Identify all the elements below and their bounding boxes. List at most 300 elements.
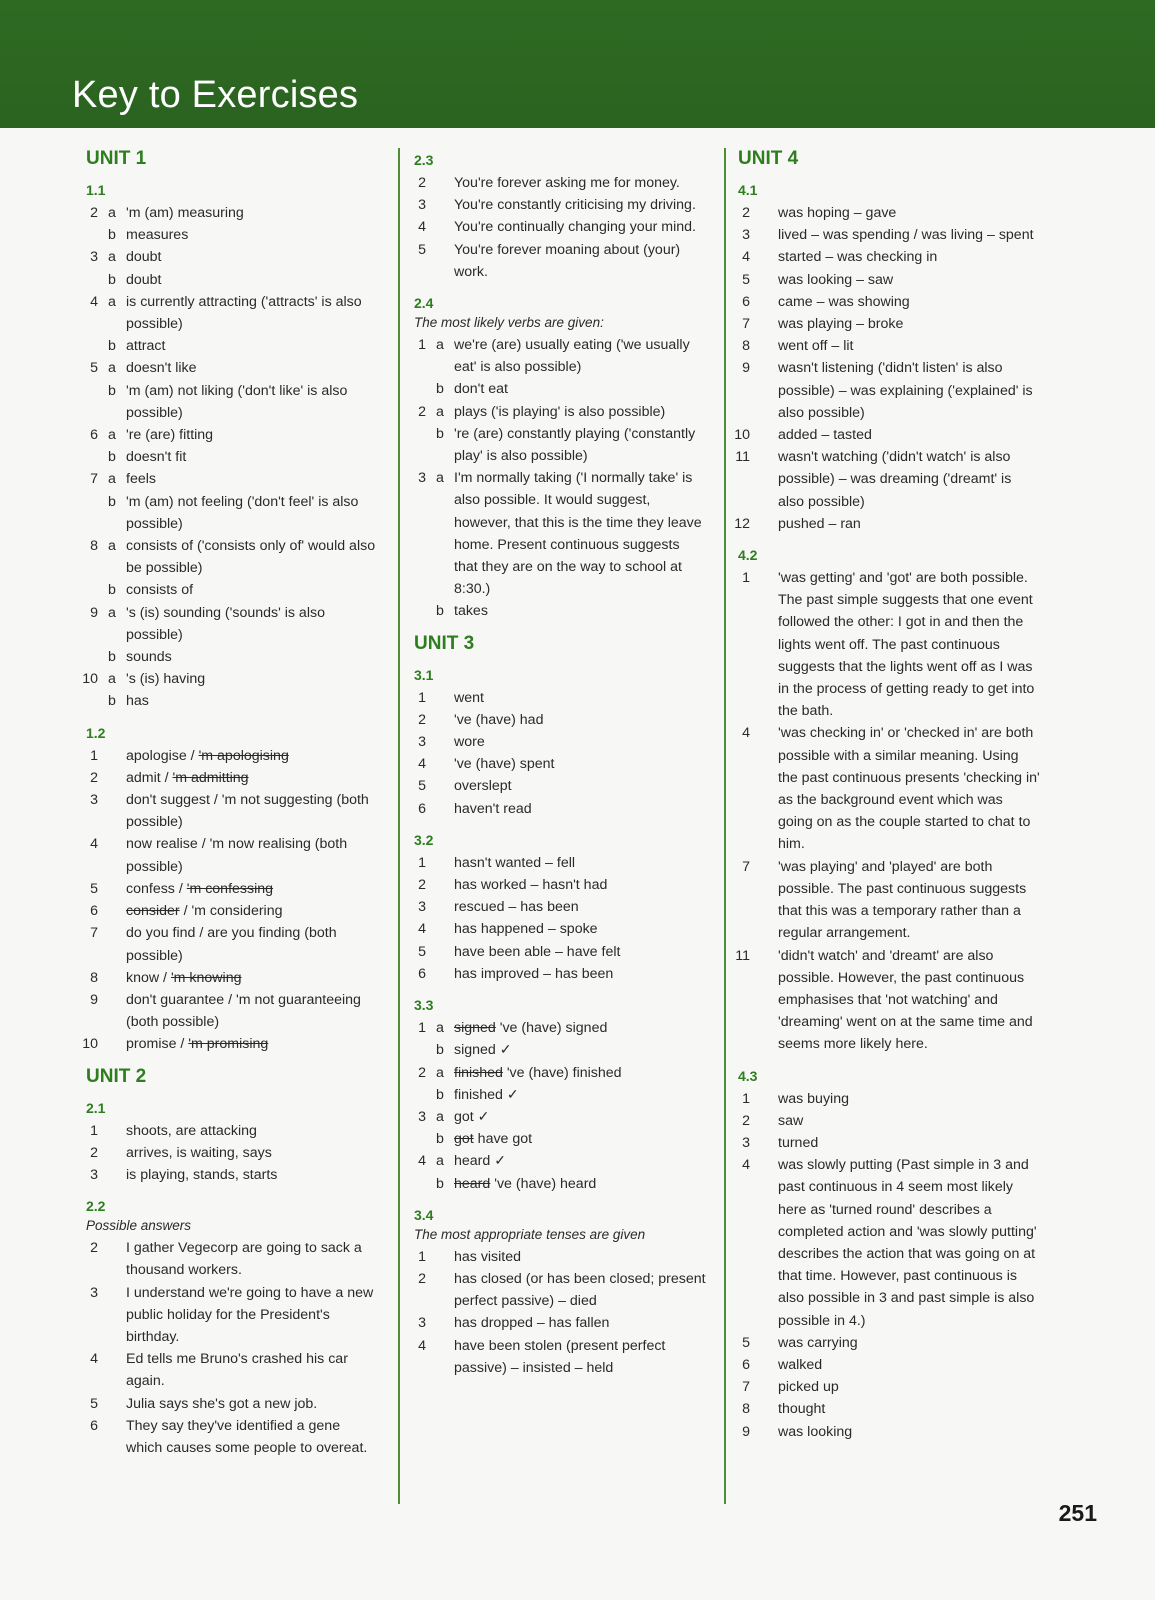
item-number: 5: [742, 1334, 750, 1351]
answer-text-main: saw: [778, 1112, 804, 1129]
answer-text: [778, 1376, 1040, 1398]
item-letter: a: [436, 337, 444, 354]
item-number: 1: [90, 747, 98, 764]
item-number: 3: [742, 227, 750, 244]
item-letter: [108, 789, 126, 833]
answer-item: [406, 709, 706, 731]
answer-text-after: / 'm considering: [179, 903, 283, 920]
answer-text-main: has happened – spoke: [454, 921, 598, 938]
answer-item: [730, 202, 1040, 224]
answer-text: [454, 798, 706, 820]
item-number: 5: [90, 360, 98, 377]
answer-item: [730, 424, 1040, 446]
answer-text: [454, 687, 706, 709]
answer-item: [406, 1106, 706, 1128]
item-number: 1: [418, 1248, 426, 1265]
exercise-heading: 3.4: [414, 1206, 434, 1223]
item-letter: [760, 1332, 778, 1354]
column-divider-left: [398, 148, 400, 1504]
answer-item: [78, 380, 378, 424]
item-number: 11: [735, 947, 750, 964]
answer-text-main: wasn't listening ('didn't listen' is also possible) – was explaining ('explained' is also possible): [778, 360, 1033, 421]
answer-item: [406, 918, 706, 940]
exercise-heading: 1.2: [86, 724, 106, 741]
item-letter: [436, 1246, 454, 1268]
answer-text: [454, 423, 706, 467]
item-letter: b: [108, 693, 116, 710]
answer-text-after: 've (have) finished: [502, 1064, 622, 1081]
answer-text: [126, 989, 378, 1033]
answer-text: [778, 567, 1040, 722]
answer-text: [126, 424, 378, 446]
item-number: 2: [742, 1112, 750, 1129]
answer-item: [406, 1039, 706, 1061]
answer-text-main: doesn't like: [126, 360, 197, 377]
item-number: 2: [90, 1144, 98, 1161]
item-number: [78, 690, 108, 712]
answer-item: [78, 491, 378, 535]
answer-text: [778, 722, 1040, 855]
answer-text-main: takes: [454, 603, 488, 620]
answer-text: [126, 535, 378, 579]
answer-item: [78, 291, 378, 335]
item-letter: [108, 1164, 126, 1186]
item-letter: b: [108, 449, 116, 466]
answer-text-main: was hoping – gave: [778, 205, 897, 221]
item-number: 3: [418, 734, 426, 751]
answer-text: [454, 896, 706, 918]
item-number: 8: [742, 338, 750, 355]
item-number: [406, 378, 436, 400]
answer-text: [126, 668, 378, 690]
answer-text: [454, 1017, 706, 1039]
answer-text-main: 'm (am) not feeling ('don't feel' is also possible): [126, 493, 359, 532]
answer-text-main: don't eat: [454, 381, 508, 398]
answer-text-main: overslept: [454, 778, 512, 795]
answer-text: [454, 334, 706, 378]
instruction-note: Possible answers: [86, 1218, 192, 1234]
item-letter: [760, 722, 778, 855]
answer-text: [454, 194, 706, 216]
item-letter: [760, 424, 778, 446]
item-letter: b: [436, 1175, 444, 1192]
answer-item: [78, 1237, 378, 1281]
answer-text: [126, 224, 378, 246]
answer-text-main: has worked – hasn't had: [454, 877, 608, 894]
item-letter: [108, 745, 126, 767]
answer-text-main: rescued – has been: [454, 899, 579, 916]
item-number: 4: [90, 836, 98, 853]
item-letter: [436, 753, 454, 775]
answer-text: [126, 1237, 378, 1281]
item-number: 4: [90, 1351, 98, 1368]
item-number: 1: [742, 1090, 750, 1107]
answer-text: [454, 1150, 706, 1172]
answer-text-main: 'm (am) not liking ('don't like' is also possible): [126, 382, 348, 421]
answer-text-main: now realise / 'm now realising (both possible): [126, 836, 348, 875]
item-number: 7: [742, 1379, 750, 1396]
answer-text: [126, 833, 378, 877]
answer-item: [78, 1348, 378, 1392]
answer-text: [778, 1398, 1040, 1420]
item-letter: [436, 731, 454, 753]
answer-text-main: 've (have) had: [454, 711, 544, 728]
answer-text-main: plays ('is playing' is also possible): [454, 403, 666, 420]
item-letter: [108, 989, 126, 1033]
item-number: 5: [418, 943, 426, 960]
answer-text: [778, 856, 1040, 945]
item-letter: [760, 446, 778, 513]
item-number: 6: [90, 1417, 98, 1434]
item-number: 1: [418, 689, 426, 706]
answer-text-main: was slowly putting (Past simple in 3 and past continuous in 4 seem most likely here as 'turned round' describes a completed action and 'was slowly putting' describes the action that was going on at that time. However, past continuous is also possible in 3 and past simple is also possible in 4.): [778, 1157, 1037, 1329]
item-number: 2: [418, 711, 426, 728]
exercise-heading: 4.1: [738, 182, 758, 198]
item-number: 6: [418, 800, 426, 817]
answer-item: [78, 1164, 378, 1186]
item-number: 9: [90, 604, 98, 621]
answer-text: [126, 900, 378, 922]
page-title: Key to Exercises: [72, 74, 359, 116]
answer-text-after: have got: [473, 1131, 533, 1148]
item-letter: a: [108, 205, 116, 221]
answer-text: [778, 269, 1040, 291]
item-letter: [760, 945, 778, 1056]
answer-text-main: doesn't fit: [126, 449, 187, 466]
item-letter: [760, 357, 778, 424]
answer-item: [78, 1393, 378, 1415]
answer-text: [126, 967, 378, 989]
item-number: 4: [742, 249, 750, 266]
answer-item: [78, 1120, 378, 1142]
answer-text: [778, 357, 1040, 424]
item-number: 5: [418, 778, 426, 795]
answer-item: [730, 1154, 1040, 1332]
answer-item: [78, 269, 378, 291]
answer-text-main: They say they've identified a gene which causes some people to overeat.: [126, 1417, 368, 1456]
crossed-out-answer: signed: [454, 1020, 496, 1037]
item-number: [406, 423, 436, 467]
answer-text: [778, 1332, 1040, 1354]
item-letter: a: [108, 293, 116, 310]
item-letter: [760, 224, 778, 246]
crossed-out-answer: consider: [126, 903, 180, 920]
item-number: 1: [418, 337, 426, 354]
item-letter: b: [436, 425, 444, 442]
item-number: 1: [90, 1122, 98, 1139]
item-letter: [108, 1415, 126, 1459]
exercise-heading: 2.2: [86, 1198, 106, 1215]
answer-text: [126, 1164, 378, 1186]
answer-text: [126, 468, 378, 490]
item-letter: a: [436, 1020, 444, 1037]
answer-text-main: went: [454, 689, 484, 706]
answer-item: [730, 1132, 1040, 1154]
answer-text: [454, 941, 706, 963]
crossed-out-answer: 'm admitting: [172, 769, 249, 786]
answer-text-main: apologise /: [126, 747, 199, 764]
answer-text-main: doubt: [126, 271, 162, 288]
item-number: 2: [418, 403, 426, 420]
answer-text-main: don't suggest / 'm not suggesting (both possible): [126, 792, 369, 831]
answer-text-main: 'was getting' and 'got' are both possible. The past simple suggests that one event followed the other: I got in and then the lights went off. The past continuous suggests that the lights went off as I was in the process of getting ready to get into the bath.: [778, 570, 1035, 720]
item-number: 1: [418, 854, 426, 871]
item-letter: [436, 775, 454, 797]
answer-text-after: 've (have) heard: [490, 1175, 597, 1192]
answer-text: [454, 467, 706, 600]
answer-text-main: thought: [778, 1401, 826, 1418]
item-letter: [108, 1120, 126, 1142]
answer-item: [730, 357, 1040, 424]
answer-item: [406, 874, 706, 896]
item-number: 6: [90, 903, 98, 920]
answer-column-3: [730, 140, 1040, 1443]
item-number: 2: [742, 205, 750, 221]
title-banner: [0, 0, 1155, 128]
answer-text-main: added – tasted: [778, 427, 872, 444]
item-letter: [760, 313, 778, 335]
item-letter: a: [108, 671, 116, 688]
item-letter: a: [108, 604, 116, 621]
answer-item: [406, 941, 706, 963]
item-letter: [108, 1282, 126, 1349]
answer-item: [730, 246, 1040, 268]
answer-text-main: 'was checking in' or 'checked in' are both possible with a similar meaning. Using the past continuous presents 'checking in' as the background event which was going on as the couple started to chat to him.: [778, 725, 1040, 853]
item-letter: b: [108, 227, 116, 244]
answer-text: [454, 239, 706, 283]
item-letter: [760, 291, 778, 313]
answer-text: [454, 1039, 706, 1061]
answer-text-main: wasn't watching ('didn't watch' is also possible) – was dreaming ('dreamt' is also possible): [778, 449, 1012, 510]
answer-text: [126, 246, 378, 268]
answer-text-main: walked: [778, 1356, 823, 1373]
answer-text: [126, 357, 378, 379]
item-letter: [108, 922, 126, 966]
answer-text-main: has improved – has been: [454, 965, 614, 982]
answer-text-main: has dropped – has fallen: [454, 1315, 610, 1332]
item-number: 6: [418, 965, 426, 982]
answer-item: [730, 313, 1040, 335]
item-number: 9: [742, 360, 750, 377]
answer-item: [730, 1421, 1040, 1443]
item-letter: b: [436, 1131, 444, 1148]
answer-item: [78, 579, 378, 601]
answer-item: [406, 896, 706, 918]
answer-item: [730, 722, 1040, 855]
item-letter: [108, 833, 126, 877]
answer-item: [730, 335, 1040, 357]
item-number: 3: [418, 470, 426, 487]
item-number: [78, 335, 108, 357]
answer-item: [730, 1376, 1040, 1398]
answer-text: [126, 446, 378, 468]
answer-text: [126, 690, 378, 712]
item-letter: [436, 852, 454, 874]
item-letter: [760, 1110, 778, 1132]
answer-item: [78, 789, 378, 833]
item-number: 2: [90, 769, 98, 786]
exercise-heading: 3.2: [414, 831, 434, 848]
answer-item: [730, 567, 1040, 722]
answer-item: [78, 1142, 378, 1164]
answer-text: [126, 491, 378, 535]
item-number: 3: [418, 1315, 426, 1332]
item-number: 3: [418, 197, 426, 214]
answer-text-main: You're constantly criticising my driving.: [454, 197, 696, 214]
answer-text-main: is playing, stands, starts: [126, 1166, 278, 1183]
answer-item: [78, 424, 378, 446]
item-letter: b: [108, 649, 116, 666]
answer-text-main: doubt: [126, 249, 162, 266]
answer-item: [730, 1332, 1040, 1354]
answer-column-2: [406, 140, 706, 1379]
item-letter: [108, 1393, 126, 1415]
answer-text-main: 'didn't watch' and 'dreamt' are also possible. However, the past continuous emphasises that 'not watching' and 'dreaming' went on at the same time and seems more likely here.: [778, 947, 1033, 1053]
item-letter: [760, 1088, 778, 1110]
answer-text-main: arrives, is waiting, says: [126, 1144, 272, 1161]
answer-text-main: is currently attracting ('attracts' is also possible): [126, 293, 362, 333]
unit-heading: UNIT 4: [738, 148, 799, 169]
item-letter: [108, 1142, 126, 1164]
page-number: 251: [1058, 1500, 1097, 1526]
answer-text-main: pushed – ran: [778, 515, 861, 532]
answer-text: [126, 745, 378, 767]
unit-heading: UNIT 2: [86, 1065, 147, 1087]
item-number: 4: [418, 921, 426, 938]
answer-item: [730, 513, 1040, 535]
answer-item: [730, 1088, 1040, 1110]
answer-text-main: has closed (or has been closed; present perfect passive) – died: [454, 1270, 706, 1310]
item-letter: [436, 194, 454, 216]
item-number: [78, 446, 108, 468]
item-number: 4: [90, 293, 98, 310]
item-letter: [108, 1348, 126, 1392]
item-number: [78, 579, 108, 601]
answer-text: [778, 424, 1040, 446]
answer-text: [778, 1110, 1040, 1132]
answer-text: [454, 1173, 706, 1195]
answer-item: [406, 1173, 706, 1195]
answer-text: [778, 246, 1040, 268]
answer-text: [778, 291, 1040, 313]
answer-text-main: Julia says she's got a new job.: [126, 1395, 318, 1412]
item-letter: b: [108, 271, 116, 288]
item-number: 4: [742, 1157, 750, 1174]
answer-text: [778, 202, 1040, 224]
answer-text: [126, 646, 378, 668]
item-number: 4: [742, 725, 750, 742]
answer-item: [406, 216, 706, 238]
item-letter: b: [436, 381, 444, 398]
answer-text-main: have been able – have felt: [454, 943, 621, 960]
answer-text: [126, 602, 378, 646]
answer-item: [78, 535, 378, 579]
item-number: 6: [742, 293, 750, 310]
crossed-out-answer: heard: [454, 1175, 491, 1192]
answer-item: [78, 745, 378, 767]
answer-text-main: You're continually changing your mind.: [454, 219, 696, 236]
answer-item: [406, 731, 706, 753]
answer-text: [126, 878, 378, 900]
answer-item: [78, 989, 378, 1033]
answer-text: [454, 874, 706, 896]
item-number: 2: [418, 1270, 426, 1287]
answer-item: [406, 687, 706, 709]
answer-item: [406, 423, 706, 467]
answer-text: [454, 918, 706, 940]
answer-text: [126, 335, 378, 357]
exercise-heading: 2.3: [414, 152, 434, 168]
item-letter: b: [108, 582, 116, 599]
answer-item: [406, 1312, 706, 1334]
answer-text-main: sounds: [126, 649, 172, 666]
exercise-heading: 4.2: [738, 547, 758, 564]
crossed-out-answer: got: [454, 1131, 474, 1148]
answer-text: [454, 1335, 706, 1379]
item-number: 4: [418, 1153, 426, 1170]
item-letter: b: [436, 603, 444, 620]
item-letter: b: [108, 382, 116, 399]
item-number: [406, 600, 436, 622]
item-letter: [108, 1033, 126, 1055]
item-letter: a: [436, 470, 444, 487]
instruction-note: The most appropriate tenses are given: [414, 1226, 646, 1242]
answer-text-main: has visited: [454, 1248, 522, 1265]
item-letter: [436, 216, 454, 238]
item-number: 3: [90, 249, 98, 266]
answer-item: [406, 1150, 706, 1172]
item-number: 12: [734, 515, 750, 532]
answer-text-main: You're forever moaning about (your) work.: [454, 241, 681, 280]
answer-text: [454, 1084, 706, 1106]
answer-text: [778, 1154, 1040, 1332]
answer-text-main: Ed tells me Bruno's crashed his car again.: [126, 1351, 348, 1390]
exercise-heading: 3.3: [414, 997, 434, 1014]
item-letter: [436, 798, 454, 820]
answer-text: [454, 216, 706, 238]
item-letter: b: [108, 493, 116, 510]
item-number: [406, 1128, 436, 1150]
item-letter: [436, 172, 454, 194]
item-letter: a: [436, 1108, 444, 1125]
item-letter: [760, 1421, 778, 1443]
item-number: 7: [742, 316, 750, 333]
item-letter: [108, 767, 126, 789]
answer-text: [778, 1132, 1040, 1154]
answer-item: [730, 269, 1040, 291]
answer-item: [406, 239, 706, 283]
item-letter: b: [436, 1086, 444, 1103]
item-number: 4: [418, 756, 426, 773]
item-letter: b: [108, 338, 116, 355]
item-number: 3: [418, 1108, 426, 1125]
answer-item: [406, 1335, 706, 1379]
exercise-heading: 2.4: [414, 295, 434, 312]
answer-text-main: 's (is) sounding ('sounds' is also possible): [126, 604, 325, 643]
answer-item: [730, 856, 1040, 945]
answer-item: [78, 767, 378, 789]
answer-text: [454, 1128, 706, 1150]
item-number: 10: [734, 427, 750, 444]
item-number: 5: [90, 880, 98, 897]
answer-text: [126, 291, 378, 335]
answer-text-main: heard ✓: [454, 1153, 507, 1170]
item-number: 3: [742, 1134, 750, 1151]
item-letter: a: [436, 1064, 444, 1081]
answer-item: [406, 1062, 706, 1084]
item-number: [406, 1039, 436, 1061]
item-number: 2: [418, 1064, 426, 1081]
